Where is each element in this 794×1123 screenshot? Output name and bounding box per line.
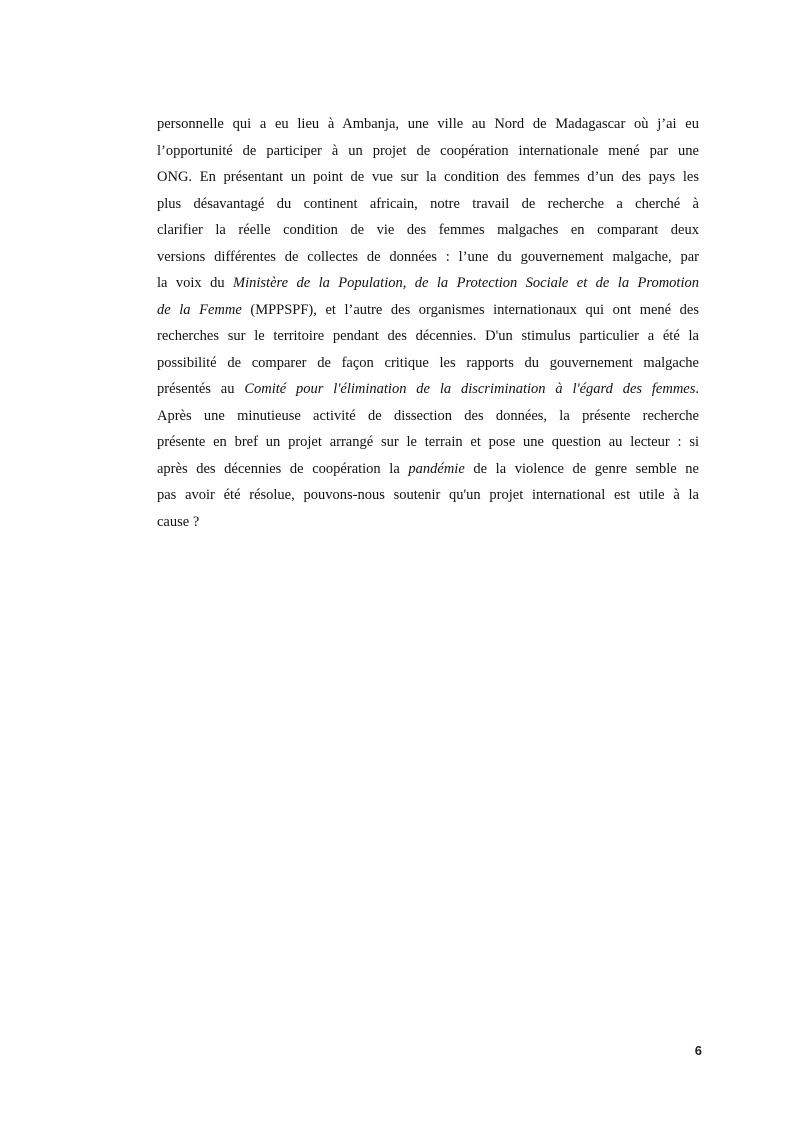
text-line bbox=[157, 487, 699, 514]
text-run: présentés au bbox=[157, 381, 245, 397]
italic-title-text: de la Femme bbox=[157, 301, 242, 318]
text-run: après des décennies de coopération la bbox=[157, 460, 409, 477]
text-run: clarifier la réelle condition de vie des femmes malgaches en comparant deux bbox=[157, 222, 699, 238]
text-run: l’opportunité de participer à un projet de coopération internationale mené par une bbox=[157, 142, 699, 159]
text-run: recherches sur le territoire pendant des décennies. D'un stimulus particulier a été la bbox=[157, 328, 699, 344]
text-run: plus désavantagé du continent africain, notre travail de recherche a cherché à bbox=[157, 195, 699, 212]
text-line bbox=[157, 434, 699, 461]
text-run: de la violence de genre semble ne bbox=[464, 460, 699, 477]
italic-title-text: pandémie bbox=[408, 460, 465, 477]
text-run: possibilité de comparer de façon critique les rapports du gouvernement malgache bbox=[157, 354, 699, 371]
text-run: (MPPSPF), et l’autre des organismes internationaux qui ont mené des bbox=[241, 301, 699, 318]
text-run: pas avoir été résolue, pouvons-nous soutenir qu'un projet international est utile à la bbox=[157, 487, 699, 503]
text-run: cause ? bbox=[157, 513, 200, 530]
text-line bbox=[157, 249, 699, 276]
text-line bbox=[157, 408, 699, 435]
text-line bbox=[157, 143, 699, 170]
text-run: ONG. En présentant un point de vue sur la condition des femmes d’un des pays les bbox=[157, 169, 699, 185]
text-run: présente en bref un projet arrangé sur le terrain et pose une question au lecteur : si bbox=[157, 434, 699, 450]
italic-title-text: Comité pour l'élimination de la discrimination à l'égard des femmes bbox=[244, 381, 696, 397]
text-line bbox=[157, 275, 699, 302]
page-number: 6 bbox=[694, 1043, 702, 1058]
text-run: versions différentes de collectes de données : l’une du gouvernement malgache, par bbox=[157, 248, 699, 265]
text-run: personnelle qui a eu lieu à Ambanja, une ville au Nord de Madagascar où j’ai eu bbox=[157, 116, 699, 132]
text-line bbox=[157, 169, 699, 196]
text-line bbox=[157, 222, 699, 249]
italic-title-text: Ministère de la Population, de la Protection Sociale et de la Promotion bbox=[233, 275, 699, 291]
text-line bbox=[157, 355, 699, 382]
text-run: la voix du bbox=[157, 275, 234, 291]
text-line bbox=[157, 461, 699, 488]
text-line bbox=[157, 196, 699, 223]
text-line bbox=[157, 302, 699, 329]
body-paragraph bbox=[157, 116, 699, 540]
text-line bbox=[157, 514, 699, 541]
text-line bbox=[157, 381, 699, 408]
text-run: . bbox=[695, 381, 699, 397]
text-line bbox=[157, 328, 699, 355]
text-line bbox=[157, 116, 699, 143]
text-run: Après une minutieuse activité de dissection des données, la présente recherche bbox=[157, 407, 699, 424]
